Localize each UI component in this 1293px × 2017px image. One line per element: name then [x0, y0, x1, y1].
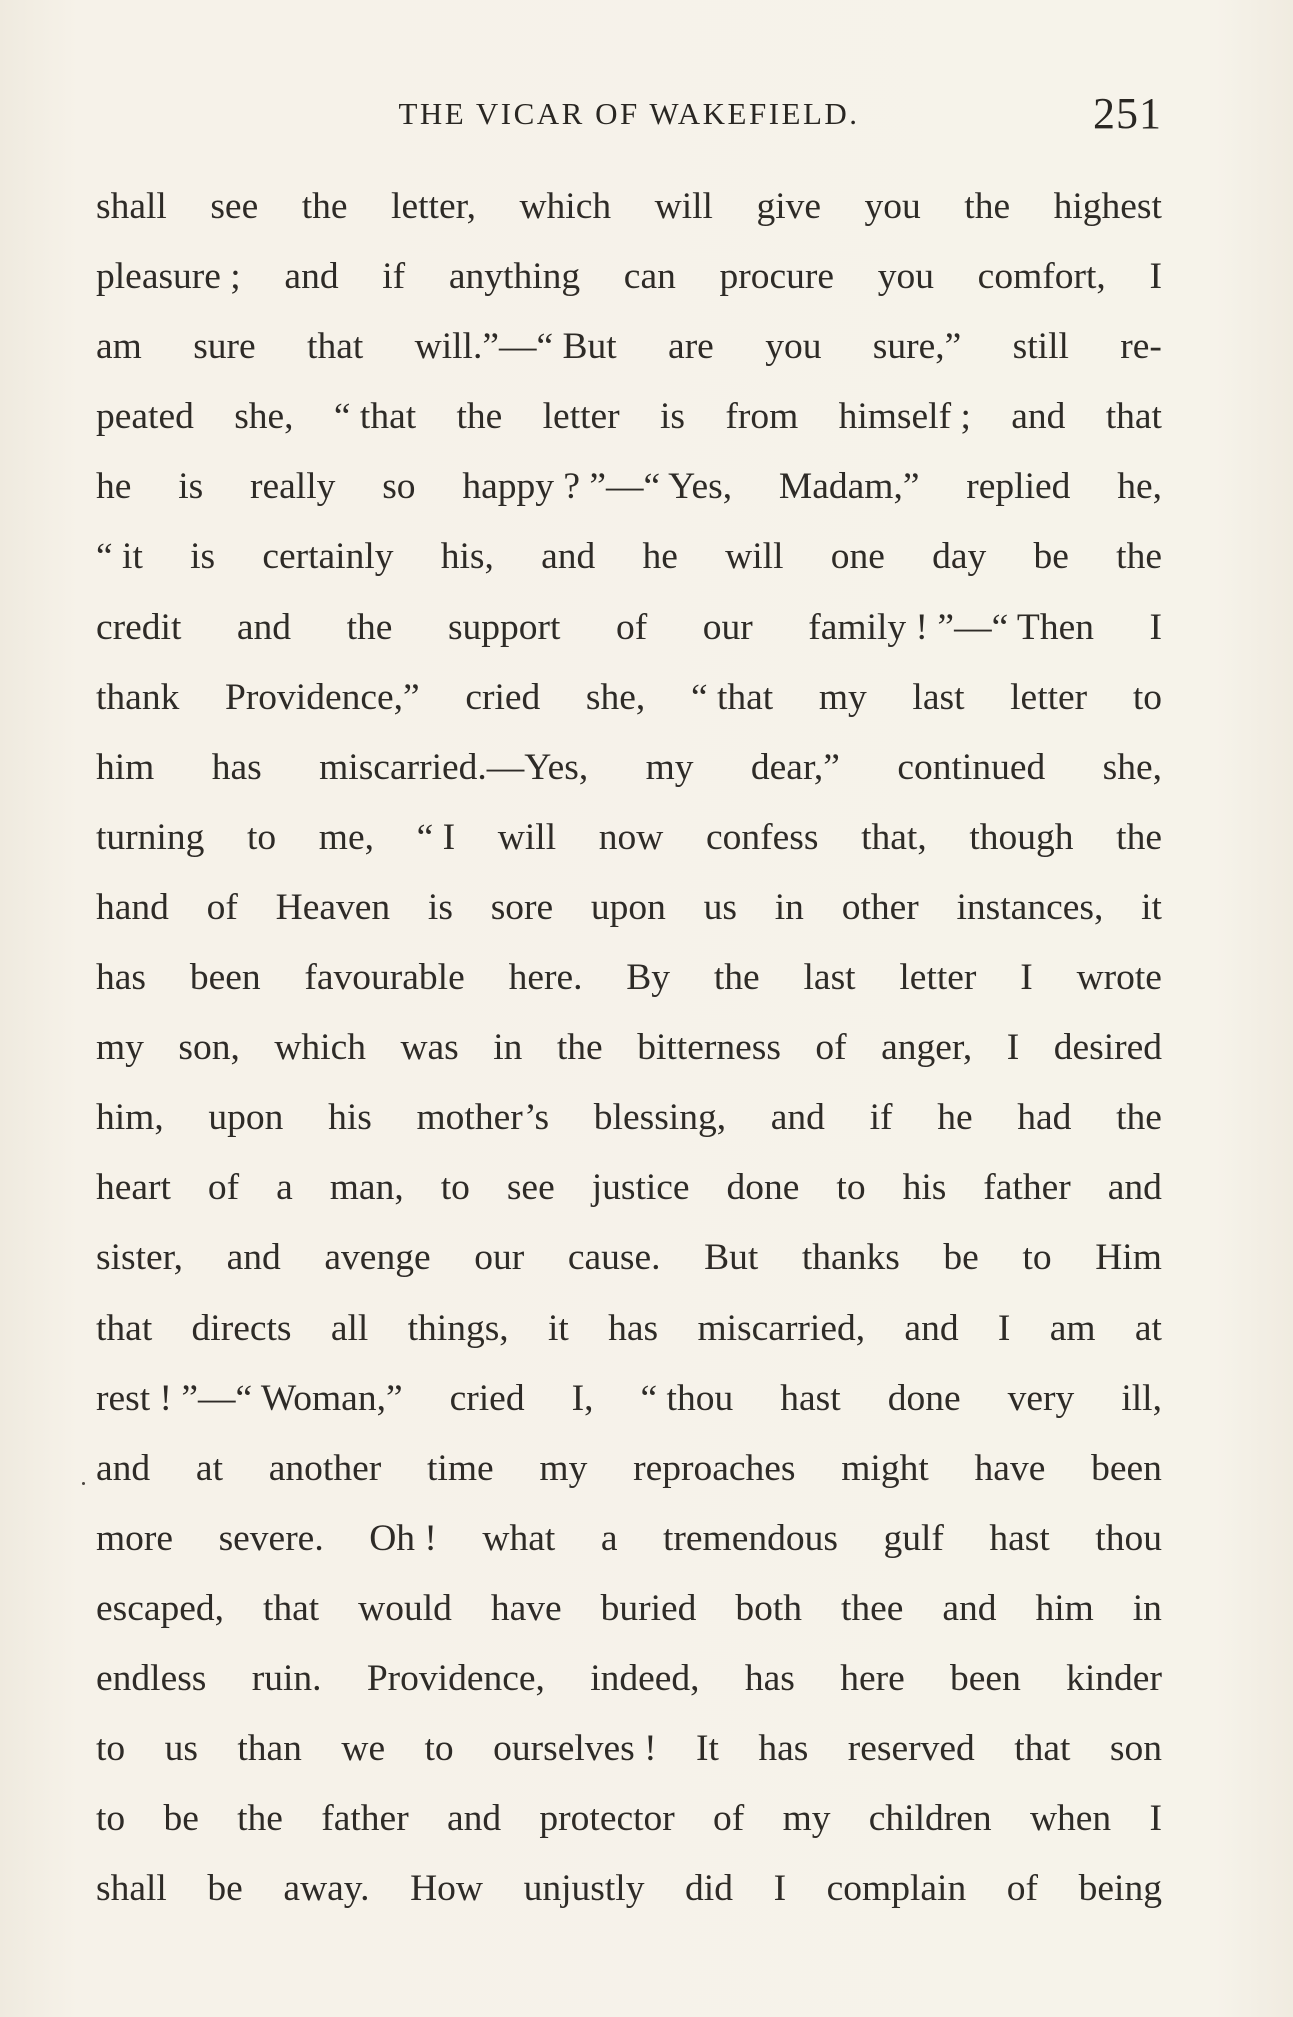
body-text: [96, 176, 1162, 1928]
word: “ I: [416, 816, 456, 858]
word: I: [1149, 256, 1162, 298]
word: that: [1014, 1728, 1071, 1770]
text-line: [96, 1718, 1162, 1788]
word: here: [840, 1657, 905, 1699]
word: sure: [193, 326, 256, 368]
word: done: [726, 1167, 800, 1209]
word: to: [96, 1798, 126, 1840]
word: “ it: [96, 536, 143, 578]
word: letter: [542, 396, 620, 438]
word: It: [696, 1728, 719, 1770]
word: at: [195, 1447, 223, 1489]
word: if: [869, 1097, 893, 1139]
word: him,: [96, 1097, 164, 1139]
word: if: [382, 256, 406, 298]
text-line: [96, 597, 1162, 667]
text-line: [96, 667, 1162, 737]
word: to: [836, 1167, 866, 1209]
word: his: [328, 1097, 372, 1139]
word: hast: [780, 1377, 841, 1419]
word: day: [932, 536, 987, 578]
text-line: [96, 1438, 1162, 1508]
word: directs: [191, 1307, 292, 1349]
word: pleasure ;: [96, 256, 241, 298]
word: unjustly: [523, 1868, 645, 1910]
text-line: [96, 456, 1162, 526]
word: been: [189, 957, 261, 999]
word: has: [744, 1657, 795, 1699]
word: “ that: [690, 676, 774, 718]
word: himself ;: [838, 396, 971, 438]
word: it: [1141, 886, 1162, 928]
text-line: [96, 1298, 1162, 1368]
word: father: [983, 1167, 1071, 1209]
ink-speck: [82, 1482, 85, 1485]
word: all: [330, 1307, 369, 1349]
word: the: [1116, 536, 1162, 578]
word: procure: [719, 256, 835, 298]
word: give: [756, 186, 822, 227]
word: the: [346, 606, 393, 648]
word: How: [410, 1868, 483, 1910]
word: I: [773, 1868, 787, 1910]
word: would: [358, 1587, 452, 1629]
text-line: [96, 1858, 1162, 1928]
word: and: [236, 606, 292, 648]
word: shall: [96, 186, 167, 227]
text-line: [96, 947, 1162, 1017]
word: By: [626, 957, 671, 999]
word: that: [96, 1307, 153, 1349]
word: us: [703, 886, 738, 928]
word: he,: [1117, 466, 1162, 508]
word: be: [943, 1237, 979, 1279]
word: to: [96, 1728, 126, 1770]
word: than: [237, 1728, 302, 1770]
word: in: [1132, 1587, 1162, 1629]
word: the: [1116, 1097, 1162, 1139]
word: kinder: [1066, 1657, 1162, 1699]
text-line: [96, 1227, 1162, 1297]
word: was: [400, 1027, 459, 1069]
word: both: [735, 1587, 802, 1629]
word: has: [96, 957, 146, 999]
word: thank: [96, 676, 180, 718]
word: that: [262, 1587, 320, 1629]
word: bitterness: [637, 1027, 781, 1069]
word: hand: [96, 886, 169, 928]
word: last: [803, 957, 856, 999]
word: upon: [208, 1097, 284, 1139]
word: is: [190, 536, 216, 578]
word: in: [774, 886, 804, 928]
word: Providence,: [366, 1657, 545, 1699]
word: to: [246, 816, 277, 858]
word: am: [96, 326, 142, 368]
word: been: [950, 1657, 1021, 1699]
text-line: [96, 1648, 1162, 1718]
word: from: [725, 396, 799, 438]
word: will.”—“ But: [414, 326, 617, 368]
word: heart: [96, 1167, 171, 1209]
text-line: [96, 1788, 1162, 1858]
word: he: [937, 1097, 973, 1139]
word: might: [841, 1447, 929, 1489]
word: thee: [840, 1587, 904, 1629]
page-number: 251: [1093, 89, 1162, 138]
word: sore: [490, 886, 554, 928]
word: turning: [96, 816, 205, 858]
word: and: [446, 1798, 502, 1840]
word: she,: [234, 396, 294, 438]
word: happy ? ”—“ Yes,: [462, 466, 733, 508]
word: other: [841, 886, 919, 928]
word: blessing,: [593, 1097, 727, 1139]
word: son,: [178, 1027, 240, 1069]
word: severe.: [218, 1517, 324, 1559]
word: reserved: [847, 1728, 975, 1770]
word: of: [207, 1167, 240, 1209]
word: Madam,”: [778, 466, 920, 508]
word: letter: [899, 957, 977, 999]
word: the: [301, 186, 348, 227]
word: it: [548, 1307, 569, 1349]
word: my: [818, 676, 867, 718]
word: has: [608, 1307, 659, 1349]
word: Oh !: [369, 1517, 437, 1559]
word: upon: [590, 886, 666, 928]
text-line: [96, 1017, 1162, 1087]
word: have: [974, 1447, 1046, 1489]
text-line: [96, 1157, 1162, 1227]
word: cried: [465, 676, 541, 718]
word: another: [268, 1447, 382, 1489]
word: a: [276, 1167, 293, 1209]
text-line: [96, 1087, 1162, 1157]
word: I: [1006, 1027, 1020, 1069]
word: miscarried.—Yes,: [319, 746, 589, 788]
word: hast: [989, 1517, 1050, 1559]
word: ourselves !: [493, 1728, 657, 1770]
word: that: [1105, 396, 1162, 438]
word: the: [456, 396, 503, 438]
word: which: [274, 1027, 366, 1069]
word: ill,: [1121, 1377, 1162, 1419]
word: “ that: [333, 396, 417, 438]
word: my: [539, 1447, 588, 1489]
word: very: [1007, 1377, 1075, 1419]
word: he: [642, 536, 678, 578]
running-head: [96, 88, 1162, 138]
word: things,: [407, 1307, 509, 1349]
word: of: [206, 886, 238, 928]
word: of: [615, 606, 648, 648]
word: sure,”: [872, 326, 962, 368]
word: indeed,: [590, 1657, 700, 1699]
word: will: [725, 536, 784, 578]
text-line: [96, 807, 1162, 877]
word: the: [1116, 816, 1162, 858]
word: done: [887, 1377, 961, 1419]
word: will: [654, 186, 713, 227]
word: the: [713, 957, 760, 999]
text-line: [96, 176, 1162, 246]
text-line: [96, 1368, 1162, 1438]
word: children: [868, 1798, 992, 1840]
word: credit: [96, 606, 182, 648]
word: endless: [96, 1657, 207, 1699]
word: my: [645, 746, 694, 788]
word: certainly: [262, 536, 394, 578]
word: thanks: [801, 1237, 900, 1279]
word: and: [1107, 1167, 1162, 1209]
word: what: [482, 1517, 556, 1559]
word: mother’s: [416, 1097, 550, 1139]
word: has: [211, 746, 262, 788]
word: highest: [1053, 186, 1162, 227]
word: am: [1049, 1307, 1096, 1349]
word: his,: [440, 536, 494, 578]
word: and: [770, 1097, 825, 1139]
word: you: [765, 326, 822, 368]
word: which: [519, 186, 612, 227]
word: now: [598, 816, 664, 858]
word: has: [758, 1728, 809, 1770]
word: you: [877, 256, 934, 298]
word: Him: [1095, 1237, 1162, 1279]
word: to: [1132, 676, 1162, 718]
text-line: [96, 316, 1162, 386]
word: escaped,: [96, 1587, 225, 1629]
word: can: [623, 256, 676, 298]
word: to: [1022, 1237, 1052, 1279]
word: and: [541, 536, 596, 578]
word: instances,: [956, 886, 1104, 928]
word: you: [864, 186, 921, 227]
word: at: [1134, 1307, 1162, 1349]
word: man,: [329, 1167, 404, 1209]
word: protector: [539, 1798, 675, 1840]
word: I: [1149, 1798, 1162, 1840]
word: is: [427, 886, 453, 928]
word: time: [426, 1447, 494, 1489]
word: she,: [585, 676, 646, 718]
word: thou: [1095, 1517, 1162, 1559]
word: sister,: [96, 1237, 184, 1279]
word: so: [382, 466, 416, 508]
word: here.: [508, 957, 583, 999]
word: peated: [96, 396, 194, 438]
word: the: [964, 186, 1011, 227]
word: him: [96, 746, 155, 788]
word: family ! ”—“ Then: [808, 606, 1094, 648]
word: dear,”: [750, 746, 840, 788]
word: one: [830, 536, 885, 578]
word: still: [1012, 326, 1069, 368]
word: and: [226, 1237, 281, 1279]
word: he: [96, 466, 132, 508]
text-line: [96, 877, 1162, 947]
word: tremendous: [662, 1517, 838, 1559]
word: are: [668, 326, 714, 368]
word: his: [902, 1167, 947, 1209]
running-title: THE VICAR OF WAKEFIELD.: [398, 96, 860, 131]
word: replied: [966, 466, 1071, 508]
word: see: [210, 186, 259, 227]
word: son: [1109, 1728, 1162, 1770]
word: away.: [283, 1868, 370, 1910]
text-line: [96, 1508, 1162, 1578]
word: ruin.: [251, 1657, 322, 1699]
word: being: [1078, 1868, 1162, 1910]
word: I,: [571, 1377, 594, 1419]
word: letter,: [391, 186, 476, 227]
word: complain: [826, 1868, 967, 1910]
word: and: [284, 256, 339, 298]
word: anger,: [881, 1027, 973, 1069]
word: desired: [1053, 1027, 1162, 1069]
word: “ thou: [640, 1377, 734, 1419]
word: did: [685, 1868, 733, 1910]
word: reproaches: [633, 1447, 796, 1489]
word: when: [1029, 1798, 1112, 1840]
word: she,: [1102, 746, 1162, 788]
word: and: [942, 1587, 997, 1629]
word: shall: [96, 1868, 167, 1910]
word: of: [1006, 1868, 1039, 1910]
word: re-: [1120, 326, 1162, 368]
word: him: [1035, 1587, 1094, 1629]
text-line: [96, 246, 1162, 316]
word: that: [307, 326, 364, 368]
word: cried: [449, 1377, 525, 1419]
word: I: [1020, 957, 1033, 999]
word: favourable: [304, 957, 465, 999]
word: I: [1149, 606, 1162, 648]
text-line: [96, 526, 1162, 596]
word: will: [497, 816, 557, 858]
word: our: [702, 606, 753, 648]
word: the: [237, 1798, 283, 1840]
word: have: [490, 1587, 562, 1629]
word: Providence,”: [224, 676, 420, 718]
word: cause.: [567, 1237, 661, 1279]
word: comfort,: [977, 256, 1106, 298]
word: anything: [448, 256, 581, 298]
word: last: [912, 676, 965, 718]
word: support: [447, 606, 561, 648]
word: I: [997, 1307, 1011, 1349]
word: though: [969, 816, 1074, 858]
word: of: [713, 1798, 745, 1840]
word: But: [704, 1237, 759, 1279]
word: a: [600, 1517, 618, 1559]
word: my: [96, 1027, 144, 1069]
word: the: [556, 1027, 603, 1069]
word: father: [321, 1798, 409, 1840]
word: more: [96, 1517, 174, 1559]
word: continued: [897, 746, 1046, 788]
word: of: [815, 1027, 847, 1069]
word: me,: [318, 816, 374, 858]
word: to: [424, 1728, 454, 1770]
word: and: [1011, 396, 1066, 438]
word: see: [506, 1167, 555, 1209]
word: confess: [706, 816, 819, 858]
word: had: [1017, 1097, 1072, 1139]
text-line: [96, 737, 1162, 807]
word: and: [96, 1447, 151, 1489]
word: my: [782, 1798, 831, 1840]
word: gulf: [883, 1517, 944, 1559]
text-line: [96, 1578, 1162, 1648]
word: to: [440, 1167, 470, 1209]
word: really: [250, 466, 336, 508]
word: and: [904, 1307, 959, 1349]
word: Heaven: [275, 886, 391, 928]
word: be: [1033, 536, 1069, 578]
word: in: [493, 1027, 523, 1069]
text-line: [96, 386, 1162, 456]
word: is: [660, 396, 686, 438]
word: buried: [600, 1587, 697, 1629]
word: be: [207, 1868, 243, 1910]
word: our: [474, 1237, 525, 1279]
word: us: [164, 1728, 198, 1770]
word: rest ! ”—“ Woman,”: [96, 1377, 403, 1419]
word: that,: [861, 816, 927, 858]
word: be: [163, 1798, 199, 1840]
word: miscarried,: [697, 1307, 866, 1349]
word: been: [1091, 1447, 1162, 1489]
word: letter: [1010, 676, 1088, 718]
word: avenge: [324, 1237, 431, 1279]
word: wrote: [1076, 957, 1162, 999]
word: justice: [591, 1167, 690, 1209]
word: is: [178, 466, 204, 508]
word: we: [341, 1728, 386, 1770]
